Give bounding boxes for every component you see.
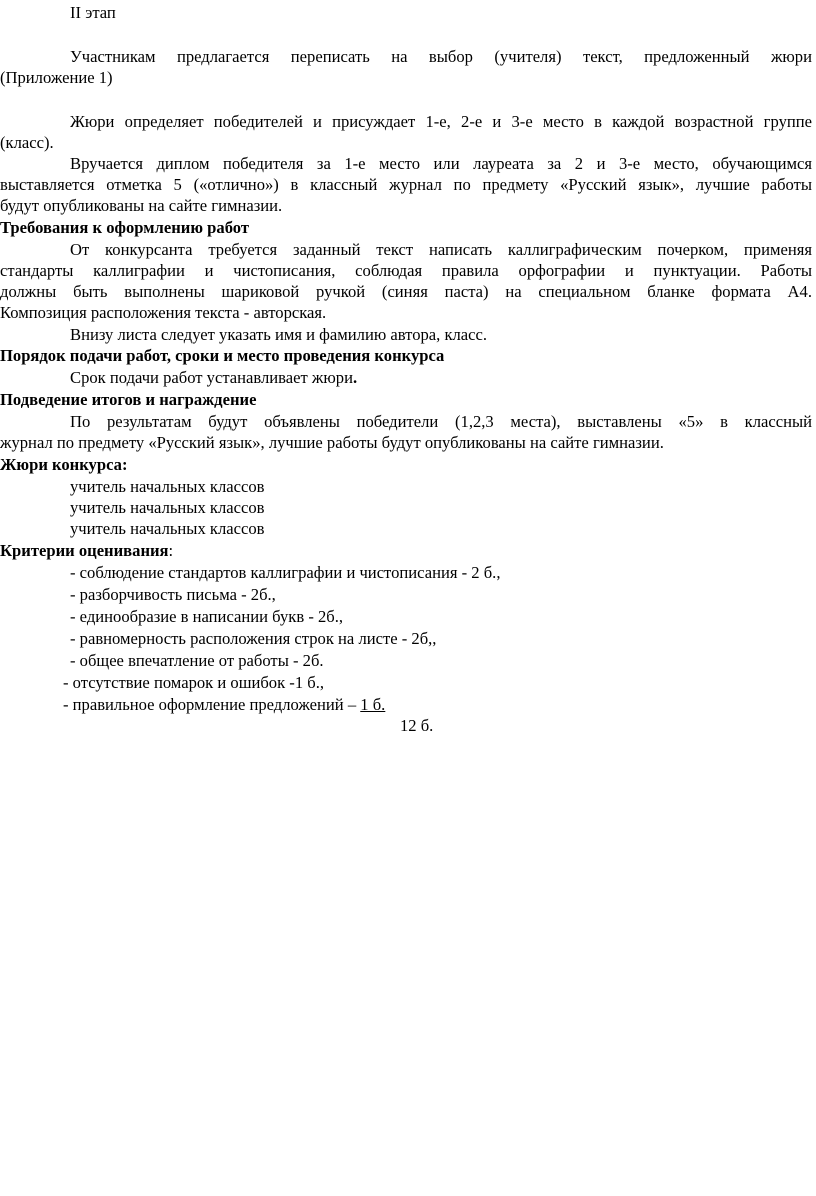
section-heading-results: Подведение итогов и награждение <box>0 390 257 409</box>
jury-member: учитель начальных классов <box>70 519 265 538</box>
jury-member: учитель начальных классов <box>70 477 265 496</box>
paragraph-line: журнал по предмету «Русский язык», лучшие работы будут опубликованы на сайте гимназии. <box>0 433 664 452</box>
stage-title: II этап <box>70 3 116 22</box>
criterion-item: - равномерность расположения строк на листе - 2б,, <box>70 629 437 648</box>
jury-member: учитель начальных классов <box>70 498 265 517</box>
paragraph-line <box>70 367 816 388</box>
criterion-item: - общее впечатление от работы - 2б. <box>70 651 324 670</box>
paragraph-line: (класс). <box>0 133 54 152</box>
section-heading-jury: Жюри конкурса: <box>0 455 128 474</box>
total-score: 12 б. <box>400 716 434 735</box>
criterion-item: - разборчивость письма - 2б., <box>70 585 276 604</box>
paragraph-line: Жюри определяет победителей и присуждает 1-е, 2-е и 3-е место в каждой возрастной группе <box>70 112 812 131</box>
paragraph-line: От конкурсанта требуется заданный текст написать каллиграфическим почерком, применяя <box>70 240 812 259</box>
paragraph-line: будут опубликованы на сайте гимназии. <box>0 196 283 215</box>
paragraph-line: Вручается диплом победителя за 1-е место или лауреата за 2 и 3-е место, обучающимся <box>70 154 812 173</box>
deadline-dot: . <box>352 368 358 387</box>
paragraph-line: Участникам предлагается переписать на выбор (учителя) текст, предложенный жюри <box>70 47 812 66</box>
criterion-points-underlined: 1 б. <box>360 695 386 714</box>
deadline-text: Срок подачи работ устанавливает жюри <box>70 368 353 387</box>
criterion-text: - правильное оформление предложений – <box>63 695 361 714</box>
criterion-item: - соблюдение стандартов каллиграфии и чистописания - 2 б., <box>70 563 501 582</box>
section-heading-requirements: Требования к оформлению работ <box>0 218 250 237</box>
paragraph-line: стандарты каллиграфии и чистописания, соблюдая правила орфографии и пунктуации. Работы <box>0 261 812 280</box>
criteria-heading-colon: : <box>168 541 174 560</box>
paragraph-line: выставляется отметка 5 («отлично») в классный журнал по предмету «Русский язык», лучшие работы <box>0 175 812 194</box>
criterion-item: - единообразие в написании букв - 2б., <box>70 607 344 626</box>
paragraph-line: Внизу листа следует указать имя и фамилию автора, класс. <box>70 325 488 344</box>
paragraph-line: Композиция расположения текста - авторская. <box>0 303 327 322</box>
paragraph-line: По результатам будут объявлены победители (1,2,3 места), выставлены «5» в классный <box>70 412 812 431</box>
paragraph-line: (Приложение 1) <box>0 68 113 87</box>
section-heading-order: Порядок подачи работ, сроки и место проведения конкурса <box>0 346 445 365</box>
criteria-heading-text: Критерии оценивания <box>0 541 169 560</box>
section-heading-criteria <box>0 540 812 561</box>
criterion-item <box>63 694 816 715</box>
criterion-item: - отсутствие помарок и ошибок -1 б., <box>63 673 325 692</box>
paragraph-line: должны быть выполнены шариковой ручкой (синяя паста) на специальном бланке формата А4. <box>0 282 812 301</box>
